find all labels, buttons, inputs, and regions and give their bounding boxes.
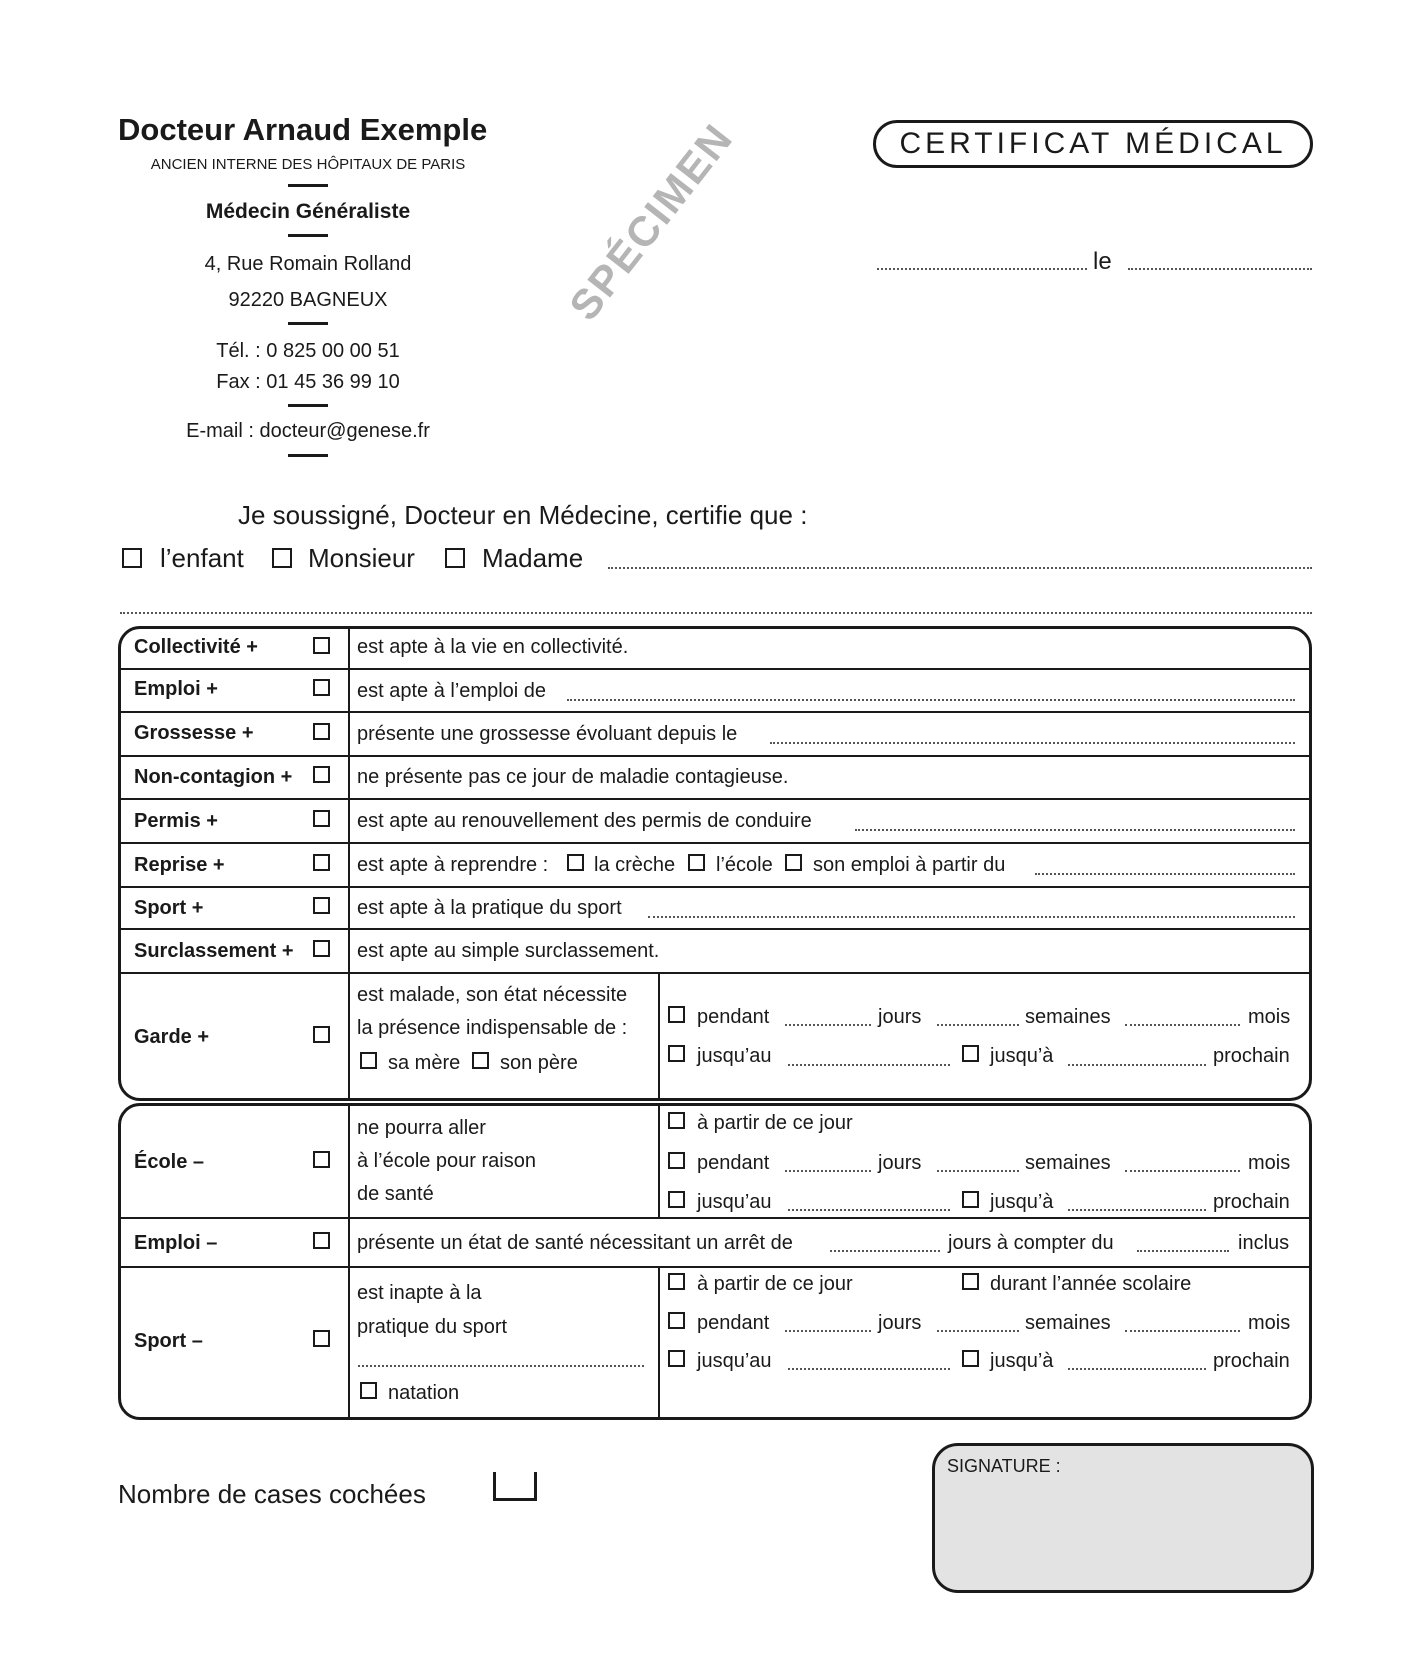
ecole-jusqua-label: jusqu’à (990, 1191, 1054, 1213)
collectivite-text: est apte à la vie en collectivité. (357, 636, 629, 658)
surclassement-label: Surclassement + (134, 940, 294, 962)
natation-label: natation (388, 1382, 460, 1404)
garde-text-2: la présence indispensable de : (357, 1017, 628, 1039)
sport-jours-label: jours (878, 1312, 922, 1334)
garde-prochain-label: prochain (1213, 1045, 1290, 1067)
sport-moins-field[interactable] (358, 1365, 644, 1367)
surclassement-text: est apte au simple surclassement. (357, 940, 660, 962)
sport-moins-text-2: pratique du sport (357, 1316, 508, 1338)
row-divider (120, 1217, 1310, 1219)
grossesse-field[interactable] (770, 742, 1295, 744)
row-divider (120, 668, 1310, 670)
specimen-watermark: SPÉCIMEN (560, 114, 742, 329)
garde-jusquau-label: jusqu’au (697, 1045, 772, 1067)
garde-text-1: est malade, son état nécessite (357, 984, 628, 1006)
garde-jusqua-checkbox[interactable] (962, 1045, 979, 1062)
madame-label: Madame (482, 543, 584, 573)
noncontagion-label: Non-contagion + (134, 766, 293, 788)
ecole-semaines-label: semaines (1025, 1152, 1111, 1174)
emploi-moins-checkbox[interactable] (313, 1232, 330, 1249)
mere-checkbox[interactable] (360, 1052, 377, 1069)
garde-mois-label: mois (1248, 1006, 1291, 1028)
monsieur-checkbox[interactable] (272, 548, 292, 568)
certify-text: Je soussigné, Docteur en Médecine, certifie que : (238, 500, 808, 530)
grossesse-label: Grossesse + (134, 722, 254, 744)
emploi-moins-label: Emploi – (134, 1232, 218, 1254)
ecole-apartir-checkbox[interactable] (668, 1112, 685, 1129)
row-divider (120, 1266, 1310, 1268)
ecole-jours-label: jours (878, 1152, 922, 1174)
sport-plus-label: Sport + (134, 897, 204, 919)
sport-jusquau-label: jusqu’au (697, 1350, 772, 1372)
address-line2: 92220 BAGNEUX (228, 289, 388, 311)
place-field[interactable] (877, 268, 1087, 270)
reprise-date-field[interactable] (1035, 873, 1295, 875)
column-divider (658, 1105, 660, 1217)
ecole-jusqua-checkbox[interactable] (962, 1191, 979, 1208)
creche-checkbox[interactable] (567, 854, 584, 871)
madame-checkbox[interactable] (445, 548, 465, 568)
row-divider (120, 842, 1310, 844)
sport-pendant-label: pendant (697, 1312, 770, 1334)
row-divider (120, 886, 1310, 888)
grossesse-checkbox[interactable] (313, 723, 330, 740)
ecole-pendant-label: pendant (697, 1152, 770, 1174)
sport-plus-field[interactable] (648, 916, 1295, 918)
ecole-jusquau-checkbox[interactable] (668, 1191, 685, 1208)
row-divider (120, 755, 1310, 757)
son-emploi-label: son emploi à partir du (813, 854, 1006, 876)
divider (288, 184, 328, 187)
divider (288, 404, 328, 407)
sport-prochain-label: prochain (1213, 1350, 1290, 1372)
pere-checkbox[interactable] (472, 1052, 489, 1069)
emploi-moins-text: présente un état de santé nécessitant un arrêt de (357, 1232, 793, 1254)
jours-compter-label: jours à compter du (948, 1232, 1114, 1254)
permis-checkbox[interactable] (313, 810, 330, 827)
column-divider (348, 1105, 350, 1418)
monsieur-label: Monsieur (308, 543, 415, 573)
doctor-name: Docteur Arnaud Exemple (118, 112, 488, 147)
son-emploi-checkbox[interactable] (785, 854, 802, 871)
sport-jusqua-checkbox[interactable] (962, 1350, 979, 1367)
annee-scolaire-label: durant l’année scolaire (990, 1273, 1192, 1295)
arret-date-field[interactable] (1137, 1250, 1229, 1252)
sport-jusquau-checkbox[interactable] (668, 1350, 685, 1367)
ecole-text-1: ne pourra aller (357, 1117, 486, 1139)
aptitude-table (118, 626, 1312, 1101)
date-le-label: le (1093, 248, 1112, 275)
divider (288, 234, 328, 237)
permis-text: est apte au renouvellement des permis de conduire (357, 810, 812, 832)
ecole-prochain-label: prochain (1213, 1191, 1290, 1213)
signature-label: SIGNATURE : (947, 1456, 1061, 1476)
emploi-plus-text: est apte à l’emploi de (357, 680, 547, 702)
garde-mois-field[interactable] (1125, 1024, 1240, 1026)
sport-plus-text: est apte à la pratique du sport (357, 897, 622, 919)
reprise-text: est apte à reprendre : (357, 854, 549, 876)
surclassement-checkbox[interactable] (313, 940, 330, 957)
garde-jusquau-checkbox[interactable] (668, 1045, 685, 1062)
row-divider (120, 711, 1310, 713)
date-field[interactable] (1128, 268, 1312, 270)
ecole-jusqua-field[interactable] (1068, 1209, 1206, 1211)
noncontagion-text: ne présente pas ce jour de maladie contagieuse. (357, 766, 789, 788)
ecole-jusquau-field[interactable] (788, 1209, 950, 1211)
garde-jusqua-field[interactable] (1068, 1064, 1206, 1066)
count-label: Nombre de cases cochées (118, 1479, 426, 1509)
enfant-label: l’enfant (160, 543, 244, 573)
ecole-apartir-label: à partir de ce jour (697, 1112, 853, 1134)
sport-moins-label: Sport – (134, 1330, 203, 1352)
arret-jours-field[interactable] (830, 1250, 940, 1252)
sport-mois-label: mois (1248, 1312, 1291, 1334)
sport-moins-text-1: est inapte à la (357, 1282, 482, 1304)
emploi-plus-label: Emploi + (134, 678, 218, 700)
ecole-checkbox[interactable] (688, 854, 705, 871)
garde-jusqua-label: jusqu’à (990, 1045, 1054, 1067)
collectivite-label: Collectivité + (134, 636, 258, 658)
divider (288, 322, 328, 325)
row-divider (120, 798, 1310, 800)
ecole-mois-field[interactable] (1125, 1170, 1240, 1172)
sport-pendant-checkbox[interactable] (668, 1312, 685, 1329)
certificate-title: CERTIFICAT MÉDICAL (873, 120, 1313, 168)
ecole-pendant-checkbox[interactable] (668, 1152, 685, 1169)
garde-jours-field[interactable] (785, 1024, 871, 1026)
emploi-plus-checkbox[interactable] (313, 679, 330, 696)
column-divider (658, 1266, 660, 1418)
row-divider (120, 928, 1310, 930)
fax: Fax : 01 45 36 99 10 (216, 371, 400, 393)
garde-jusquau-field[interactable] (788, 1064, 950, 1066)
garde-label: Garde + (134, 1026, 210, 1048)
sport-apartir-checkbox[interactable] (668, 1273, 685, 1290)
garde-checkbox[interactable] (313, 1026, 330, 1043)
count-box[interactable] (493, 1472, 537, 1501)
sport-apartir-label: à partir de ce jour (697, 1273, 853, 1295)
reprise-checkbox[interactable] (313, 854, 330, 871)
ecole-jusquau-label: jusqu’au (697, 1191, 772, 1213)
garde-pendant-checkbox[interactable] (668, 1006, 685, 1023)
ecole-moins-checkbox[interactable] (313, 1151, 330, 1168)
divider (288, 454, 328, 457)
collectivite-checkbox[interactable] (313, 637, 330, 654)
inclus-label: inclus (1238, 1232, 1290, 1254)
noncontagion-checkbox[interactable] (313, 766, 330, 783)
ecole-text-3: de santé (357, 1183, 434, 1205)
grossesse-text: présente une grossesse évoluant depuis le (357, 723, 738, 745)
phone: Tél. : 0 825 00 00 51 (216, 340, 400, 362)
garde-semaines-label: semaines (1025, 1006, 1111, 1028)
row-divider (120, 972, 1310, 974)
garde-semaines-field[interactable] (937, 1024, 1019, 1026)
garde-jours-label: jours (878, 1006, 922, 1028)
column-divider (658, 972, 660, 1100)
sport-semaines-field[interactable] (937, 1330, 1019, 1332)
sport-jours-field[interactable] (785, 1330, 871, 1332)
sport-jusquau-field[interactable] (788, 1368, 950, 1370)
sport-moins-checkbox[interactable] (313, 1330, 330, 1347)
email: E-mail : docteur@genese.fr (186, 420, 430, 442)
ecole-text-2: à l’école pour raison (357, 1150, 536, 1172)
ecole-jours-field[interactable] (785, 1170, 871, 1172)
sport-jusqua-label: jusqu’à (990, 1350, 1054, 1372)
garde-pendant-label: pendant (697, 1006, 770, 1028)
signature-box[interactable] (932, 1443, 1314, 1593)
specialty: Médecin Généraliste (205, 200, 411, 223)
column-divider (348, 628, 350, 1100)
sport-semaines-label: semaines (1025, 1312, 1111, 1334)
ecole-moins-label: École – (134, 1151, 205, 1173)
ecole-semaines-field[interactable] (937, 1170, 1019, 1172)
ecole-mois-label: mois (1248, 1152, 1291, 1174)
annee-scolaire-checkbox[interactable] (962, 1273, 979, 1290)
patient-name-field-2[interactable] (120, 612, 1312, 614)
doctor-subtitle: ANCIEN INTERNE DES HÔPITAUX DE PARIS (150, 156, 466, 173)
mere-label: sa mère (388, 1052, 461, 1074)
permis-field[interactable] (855, 829, 1295, 831)
sport-jusqua-field[interactable] (1068, 1368, 1206, 1370)
creche-label: la crèche (594, 854, 676, 876)
permis-label: Permis + (134, 810, 218, 832)
patient-name-field[interactable] (608, 567, 1312, 569)
ecole-label: l’école (716, 854, 773, 876)
sport-mois-field[interactable] (1125, 1330, 1240, 1332)
pere-label: son père (500, 1052, 578, 1074)
sport-plus-checkbox[interactable] (313, 897, 330, 914)
address-line1: 4, Rue Romain Rolland (204, 253, 412, 275)
emploi-plus-field[interactable] (567, 699, 1295, 701)
enfant-checkbox[interactable] (122, 548, 142, 568)
natation-checkbox[interactable] (360, 1382, 377, 1399)
reprise-label: Reprise + (134, 854, 225, 876)
